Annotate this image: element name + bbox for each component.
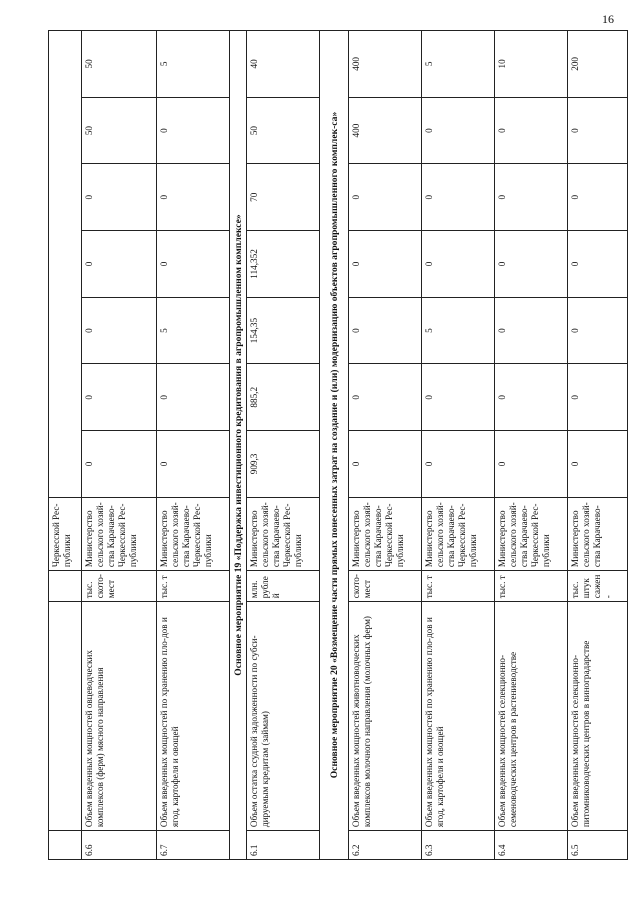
- value-cell: 0: [81, 231, 156, 298]
- value-cell: 0: [157, 97, 230, 164]
- section-header-row: [320, 31, 349, 860]
- unit-cell: тыс. штук сажен-: [568, 571, 628, 602]
- value-cell: 0: [568, 431, 628, 498]
- executor-cell: Министерство сельского хозяй-ства Карачаево-Черкесской Рес-публики: [247, 497, 320, 570]
- value-cell: 0: [495, 231, 568, 298]
- value-cell: 0: [568, 297, 628, 364]
- value-cell: 0: [495, 431, 568, 498]
- table-row: [495, 31, 568, 860]
- value-cell: 0: [568, 231, 628, 298]
- value-cell: 0: [349, 364, 422, 431]
- row-number: 6.5: [568, 831, 628, 860]
- unit-cell: тыс. т: [157, 571, 230, 602]
- value-cell: 0: [81, 297, 156, 364]
- value-cell: 200: [568, 31, 628, 98]
- table-row: [157, 31, 230, 860]
- indicators-table: [48, 30, 628, 860]
- value-cell: 0: [157, 164, 230, 231]
- value-cell: 0: [349, 231, 422, 298]
- row-number: 6.4: [495, 831, 568, 860]
- value-cell: 0: [422, 164, 495, 231]
- value-cell: 0: [495, 364, 568, 431]
- executor-cell: Министерство сельского хозяй-ства Карачаево-Черкесской Рес-публики: [81, 497, 156, 570]
- indicator-name: Объем введенных мощностей животноводческих комплексов молочного направления (молочных ферм): [349, 602, 422, 831]
- unit-cell: ското-мест: [349, 571, 422, 602]
- value-cell: 70: [247, 164, 320, 231]
- table-row: [422, 31, 495, 860]
- indicator-name: Объем остатка ссудной задолженности по субси-дируемым кредитам (займам): [247, 602, 320, 831]
- value-cell: 154,35: [247, 297, 320, 364]
- value-cell: 0: [495, 164, 568, 231]
- value-cell: 0: [568, 164, 628, 231]
- value-cell: 0: [422, 231, 495, 298]
- unit-cell: тыс. т: [495, 571, 568, 602]
- section-title: Основное мероприятие 19 «Поддержка инвестиционного кредитования в агропромышленном комплексе»: [230, 31, 247, 860]
- value-cell: 0: [422, 364, 495, 431]
- executor-cell: Министерство сельского хозяй-ства Карачаево-Черкесской Рес-публики: [349, 497, 422, 570]
- value-cell: 5: [157, 297, 230, 364]
- value-cell: 0: [157, 231, 230, 298]
- row-number: 6.6: [81, 831, 156, 860]
- section-title: Основное мероприятие 20 «Возмещение части прямых понесенных затрат на создание и (или) модернизацию объектов агропромышленного комплек-са»: [320, 31, 349, 860]
- section-header-row: [230, 31, 247, 860]
- executor-cell: Министерство сельского хозяй-ства Карачаево-Черкесской Рес-публики: [422, 497, 495, 570]
- value-cell: 50: [81, 97, 156, 164]
- value-cell: 114,352: [247, 231, 320, 298]
- value-cell: 885,2: [247, 364, 320, 431]
- value-cell: 0: [81, 164, 156, 231]
- value-cell: 0: [568, 364, 628, 431]
- value-cell: 0: [495, 97, 568, 164]
- value-cell: 0: [568, 97, 628, 164]
- unit-cell: тыс. ското-мест: [81, 571, 156, 602]
- table-body: [49, 31, 628, 860]
- indicator-name: Объем введенных мощностей селекционно-семеноводческих центров в растениеводстве: [495, 602, 568, 831]
- empty-cell: [49, 602, 82, 831]
- indicator-name: Объем введенных мощностей селекционно-питомниководческих центров в виноградарстве: [568, 602, 628, 831]
- value-cell: 0: [349, 164, 422, 231]
- table-row: [349, 31, 422, 860]
- value-cell: 0: [157, 431, 230, 498]
- value-cell: 0: [422, 97, 495, 164]
- empty-cell: [49, 571, 82, 602]
- empty-cell: [49, 31, 82, 498]
- value-cell: 5: [422, 31, 495, 98]
- indicator-name: Объем введенных мощностей овцеводческих комплексов (ферм) мясного направления: [81, 602, 156, 831]
- page-number: 16: [602, 12, 614, 26]
- value-cell: 50: [247, 97, 320, 164]
- value-cell: 0: [495, 297, 568, 364]
- table-row: [247, 31, 320, 860]
- value-cell: 5: [422, 297, 495, 364]
- executor-cell: Министерство сельского хозяй-ства Карачаево-: [568, 497, 628, 570]
- indicator-name: Объем введенных мощностей по хранению пло-дов и ягод, картофеля и овощей: [422, 602, 495, 831]
- value-cell: 0: [157, 364, 230, 431]
- row-number: 6.7: [157, 831, 230, 860]
- value-cell: 5: [157, 31, 230, 98]
- value-cell: 10: [495, 31, 568, 98]
- indicator-name: Объем введенных мощностей по хранению пло-дов и ягод, картофеля и овощей: [157, 602, 230, 831]
- value-cell: 909,3: [247, 431, 320, 498]
- empty-cell: [49, 831, 82, 860]
- value-cell: 0: [349, 431, 422, 498]
- table-row: [81, 31, 156, 860]
- value-cell: 400: [349, 31, 422, 98]
- row-number: 6.3: [422, 831, 495, 860]
- value-cell: 50: [81, 31, 156, 98]
- row-number: 6.1: [247, 831, 320, 860]
- rotated-table-container: [48, 30, 628, 860]
- executor-cell: Черкесской Рес-публики: [49, 497, 82, 570]
- unit-cell: тыс. т: [422, 571, 495, 602]
- value-cell: 0: [81, 431, 156, 498]
- carry-over-row: [49, 31, 82, 860]
- table-row: [568, 31, 628, 860]
- executor-cell: Министерство сельского хозяй-ства Карачаево-Черкесской Рес-публики: [495, 497, 568, 570]
- row-number: 6.2: [349, 831, 422, 860]
- value-cell: 0: [81, 364, 156, 431]
- executor-cell: Министерство сельского хозяй-ства Карачаево-Черкесской Рес-публики: [157, 497, 230, 570]
- value-cell: 0: [349, 297, 422, 364]
- value-cell: 0: [422, 431, 495, 498]
- value-cell: 400: [349, 97, 422, 164]
- value-cell: 40: [247, 31, 320, 98]
- unit-cell: млн. рублей: [247, 571, 320, 602]
